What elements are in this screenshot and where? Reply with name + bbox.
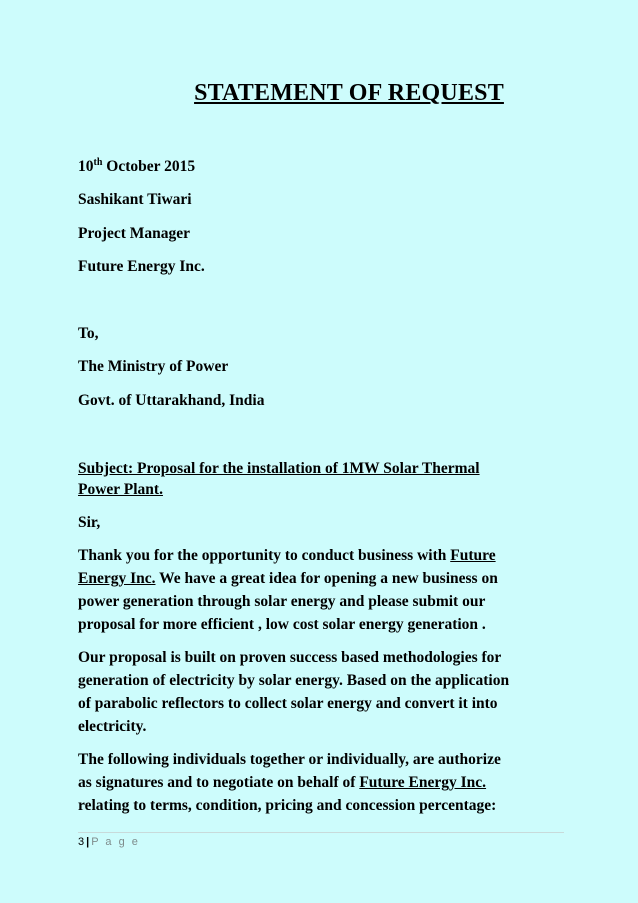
paragraph-3-line-3: relating to terms, condition, pricing and concession percentage: — [78, 797, 497, 814]
sender-name: Sashikant Tiwari — [78, 191, 192, 208]
subject-line-1: Subject: Proposal for the installation of 1MW Solar Thermal — [78, 460, 480, 477]
paragraph-1-line-1 — [78, 547, 496, 565]
footer-separator: | — [86, 836, 90, 848]
p1-company-link-1: Future — [450, 547, 496, 564]
date-rest: October 2015 — [102, 158, 196, 175]
page-title: STATEMENT OF REQUEST — [194, 80, 504, 106]
p1-company-link-2: Energy Inc. — [78, 570, 156, 587]
paragraph-1-line-4: proposal for more efficient , low cost solar energy generation . — [78, 616, 486, 633]
date-line — [78, 158, 195, 176]
paragraph-2-line-4: electricity. — [78, 718, 147, 735]
recipient-org: The Ministry of Power — [78, 358, 229, 375]
p1-text-a: Thank you for the opportunity to conduct business with — [78, 547, 451, 564]
paragraph-1-line-2 — [78, 570, 498, 588]
page-label: P a g e — [91, 836, 140, 848]
footer-divider — [78, 832, 564, 833]
paragraph-1-line-3: power generation through solar energy and please submit our — [78, 593, 486, 610]
paragraph-3-line-1: The following individuals together or individually, are authorize — [78, 751, 501, 768]
p1-text-b: We have a great idea for opening a new business on — [155, 570, 498, 587]
page-number: 3 — [78, 836, 85, 848]
paragraph-2-line-3: of parabolic reflectors to collect solar energy and convert it into — [78, 695, 498, 712]
date-suffix: th — [93, 156, 103, 168]
paragraph-2-line-1: Our proposal is built on proven success based methodologies for — [78, 649, 502, 666]
greeting: Sir, — [78, 514, 101, 531]
subject-line-2: Power Plant. — [78, 481, 163, 498]
p3-text-b: as signatures and to negotiate on behalf of — [78, 774, 360, 791]
p3-company-link: Future Energy Inc. — [359, 774, 487, 791]
sender-role: Project Manager — [78, 225, 191, 242]
sender-company: Future Energy Inc. — [78, 258, 205, 275]
recipient-to: To, — [78, 325, 99, 342]
paragraph-2-line-2: generation of electricity by solar energy. Based on the application — [78, 672, 510, 689]
page-footer — [78, 836, 140, 848]
paragraph-3-line-2 — [78, 774, 486, 792]
date-day: 10 — [78, 158, 94, 175]
recipient-gov: Govt. of Uttarakhand, India — [78, 392, 265, 409]
